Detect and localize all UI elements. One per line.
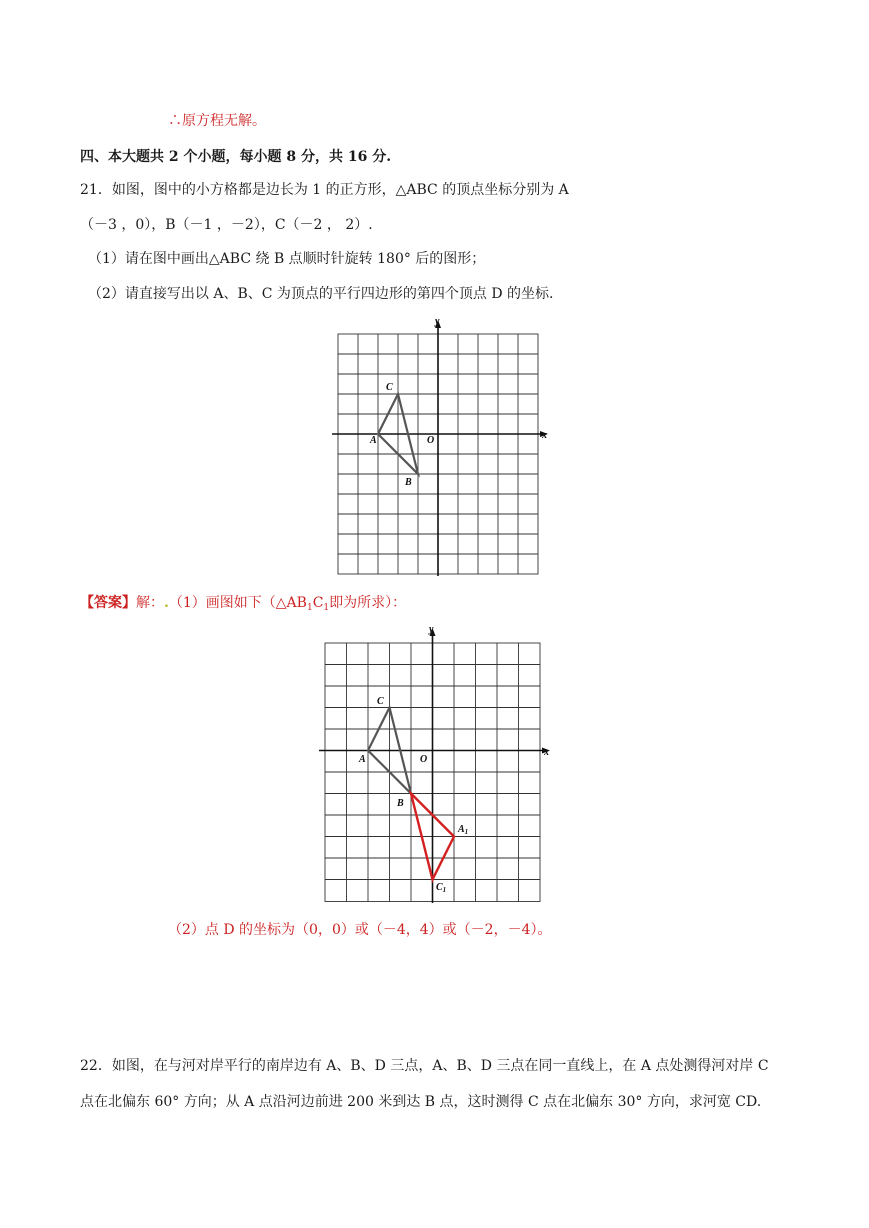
q22-line2: 点在北偏东 60° 方向；从 A 点沿河边前进 200 米到达 B 点，这时测得 C 点在北偏东 30° 方向，求河宽 CD. [80,1094,762,1110]
q21-part2: （2）请直接写出以 A、B、C 为顶点的平行四边形的第四个顶点 D 的坐标. [88,286,554,302]
figure1-y-label: y [435,316,440,327]
section-header: 四、本大题共 2 个小题，每小题 8 分，共 16 分. [80,149,392,165]
figure2-label-c: C [377,696,384,707]
figure-rotated-triangle [318,622,560,906]
answer-part1-sub1: 1 [306,603,313,613]
figure2-label-c1: $C_1$ [436,882,447,894]
q22-line1: 22．如图，在与河对岸平行的南岸边有 A、B、D 三点，A、B、D 三点在同一直线上，在 A 点处测得河对岸 C [80,1058,769,1074]
figure1-origin-label: O [427,435,435,446]
q21-line1: 21．如图，图中的小方格都是边长为 1 的正方形，△ABC 的顶点坐标分别为 A [80,182,569,198]
figure1-label-c: C [386,382,393,393]
figure2-label-a: A [359,754,366,765]
answer-dot: . [164,595,169,611]
figure1-label-b: B [405,477,412,488]
answer-part1-sub2: 1 [323,603,330,613]
figure2-label-a1: $A_1$ [458,824,469,836]
answer-tag: 【答案】 [80,595,136,611]
q21-part1: （1）请在图中画出△ABC 绕 B 点顺时针旋转 180° 后的图形； [88,251,486,267]
answer-part1-a: （1）画图如下（△AB [168,595,307,611]
answer-part1-c: 即为所求）： [329,595,407,611]
answer-part1-b: C [312,595,324,611]
answer-part2: （2）点 D 的坐标为（0，0）或（－4，4）或（－2，－4）。 [168,922,552,938]
figure-original-triangle [330,314,560,579]
figure2-y-label: y [429,624,434,635]
figure1-label-a: A [370,435,377,446]
answer-solve: 解： [136,595,164,611]
q21-line2: （－3 ，0），B（－1 ，－2），C（－2 ， 2）. [80,217,373,233]
figure2-origin-label: O [420,754,428,765]
answer-line [80,594,406,617]
figure2-label-b: B [397,798,404,809]
intro-line: ∴原方程无解。 [168,113,266,129]
figure2-x-label: x [544,747,549,758]
figure1-x-label: x [542,430,547,441]
